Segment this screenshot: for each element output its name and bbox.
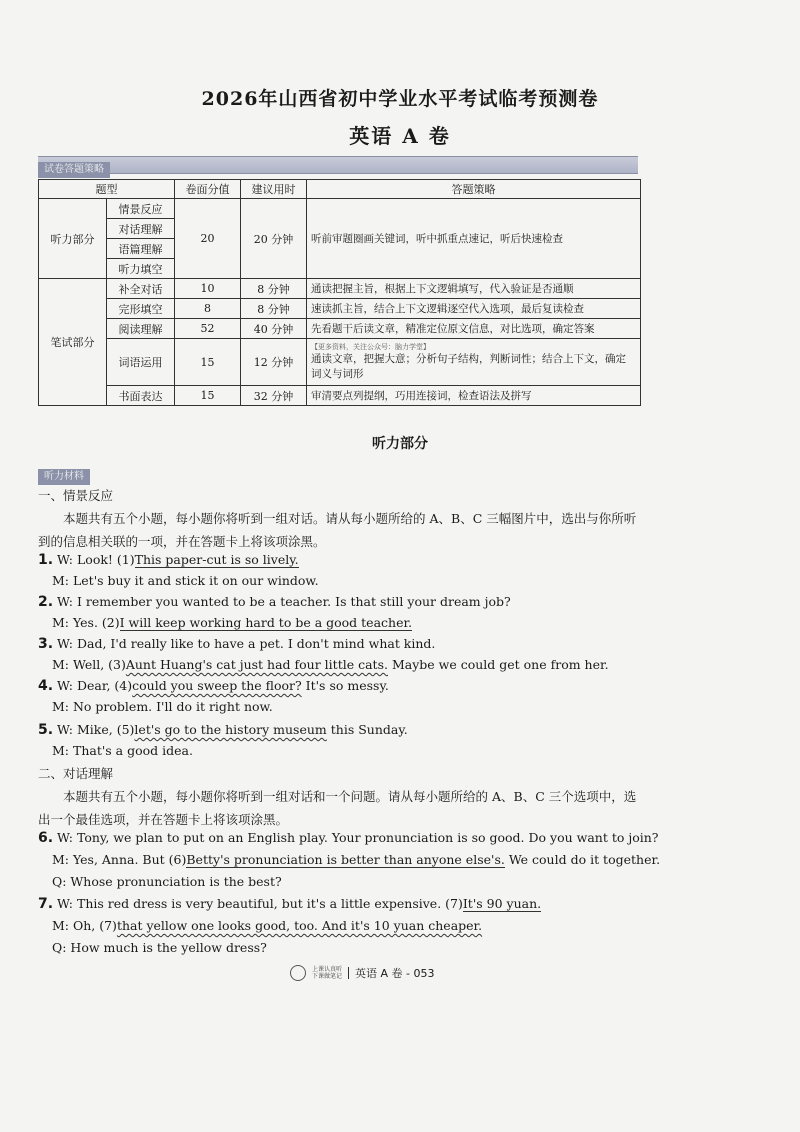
q6-line-a <box>38 828 659 848</box>
q3-line-a <box>38 634 648 654</box>
q4-key: could you sweep the floor? <box>132 678 302 693</box>
q1-line-b: M: Let's buy it and stick it on our window. <box>52 573 319 588</box>
page-label: 英语 A 卷 - 053 <box>355 967 435 980</box>
table-header: 建议用时 <box>241 180 307 199</box>
listening-banner <box>38 464 98 480</box>
publisher-logo-icon <box>290 965 306 981</box>
table-header-row <box>39 180 641 199</box>
q6-reply-rest: We could do it together. <box>504 852 661 867</box>
item-time: 8 分钟 <box>241 299 307 319</box>
table-header: 答题策略 <box>307 180 641 199</box>
q1-key: This paper-cut is so lively. <box>134 552 299 567</box>
part1-title: 一、情景反应 <box>38 488 114 503</box>
q2-line-b <box>38 613 662 633</box>
item-score: 10 <box>175 279 241 299</box>
item-name: 听力填空 <box>107 259 175 279</box>
q1-number: 1. <box>38 552 54 568</box>
q3-key: Aunt Huang's cat just had four little cats. <box>125 657 388 672</box>
q4-speaker-text: W: Dear, (4) <box>57 678 133 693</box>
q6-reply-text: M: Yes, Anna. But (6) <box>52 852 187 867</box>
q7-question: Q: How much is the yellow dress? <box>52 940 267 955</box>
table-row <box>39 386 641 406</box>
exam-subtitle: 英语 A 卷 <box>349 124 451 148</box>
q4-speaker-rest: It's so messy. <box>301 678 389 693</box>
exam-title: 2026年山西省初中学业水平考试临考预测卷 <box>201 88 599 110</box>
table-header: 卷面分值 <box>175 180 241 199</box>
q3-reply-text: M: Well, (3) <box>52 657 126 672</box>
item-strategy: 速读抓主旨，结合上下文逻辑逐空代入选项，最后复读检查 <box>307 299 641 319</box>
item-time: 12 分钟 <box>241 339 307 386</box>
group-writing: 笔试部分 <box>39 279 107 406</box>
item-strategy: 先看题干后读文章，精准定位原文信息，对比选项，确定答案 <box>307 319 641 339</box>
q6-question: Q: Whose pronunciation is the best? <box>52 874 282 889</box>
item-name: 完形填空 <box>107 299 175 319</box>
q7-line-b <box>38 916 662 936</box>
strategy-banner-label: 试卷答题策略 <box>38 162 110 178</box>
strategy-table <box>38 179 641 406</box>
item-time: 32 分钟 <box>241 386 307 406</box>
part2-instructions: 本题共有五个小题，每小题你将听到一组对话和一个问题。请从每小题所给的 A、B、C 三个选项中，选出一个最佳选项，并在答题卡上将该项涂黑。 <box>38 789 637 827</box>
item-strategy: 听前审题圈画关键词，听中抓重点速记，听后快速检查 <box>307 199 641 279</box>
item-strategy: 通读文章，把握大意；分析句子结构，判断词性；结合上下文，确定词义与词形 <box>311 353 626 380</box>
q7-number: 7. <box>38 896 54 912</box>
item-name: 对话理解 <box>107 219 175 239</box>
q6-line-b <box>38 850 662 870</box>
group-listening: 听力部分 <box>39 199 107 279</box>
q3-reply-rest: Maybe we could get one from her. <box>387 657 609 672</box>
q7-line-a <box>38 894 648 914</box>
part2-title: 二、对话理解 <box>38 766 114 781</box>
table-header: 题型 <box>39 180 175 199</box>
item-time: 8 分钟 <box>241 279 307 299</box>
item-score: 15 <box>175 339 241 386</box>
q7-key-b: that yellow one looks good, too. And it's 10 yuan cheaper. <box>116 918 483 933</box>
q2-line-a <box>38 592 648 612</box>
table-row <box>39 339 641 386</box>
item-score: 20 <box>175 199 241 279</box>
q6-speaker-text: W: Tony, we plan to put on an English play. Your pronunciation is so good. Do you want to join? <box>57 830 659 845</box>
q5-key: let's go to the history museum <box>134 722 327 737</box>
item-name: 词语运用 <box>107 339 175 386</box>
part1-instructions: 本题共有五个小题，每小题你将听到一组对话。请从每小题所给的 A、B、C 三幅图片中，选出与你所听到的信息相关联的一项，并在答题卡上将该项涂黑。 <box>38 511 637 549</box>
item-name: 语篇理解 <box>107 239 175 259</box>
q3-number: 3. <box>38 636 54 652</box>
q6-number: 6. <box>38 830 54 846</box>
q5-line-b: M: That's a good idea. <box>52 743 193 758</box>
item-strategy: 通读把握主旨，根据上下文逻辑填写，代入验证是否通顺 <box>307 279 641 299</box>
table-row <box>39 299 641 319</box>
q2-reply-text: M: Yes. (2) <box>52 615 120 630</box>
slogan-line-1: 上课认真听 <box>312 966 343 973</box>
q7-reply-text: M: Oh, (7) <box>52 918 117 933</box>
item-name: 情景反应 <box>107 199 175 219</box>
table-row <box>39 199 641 219</box>
item-time: 40 分钟 <box>241 319 307 339</box>
item-name: 阅读理解 <box>107 319 175 339</box>
item-score: 8 <box>175 299 241 319</box>
page-footer <box>290 965 435 981</box>
q5-speaker-rest: this Sunday. <box>326 722 408 737</box>
q3-speaker-text: W: Dad, I'd really like to have a pet. I don't mind what kind. <box>57 636 436 651</box>
q4-line-a <box>38 676 648 696</box>
listening-banner-label: 听力材料 <box>38 469 90 485</box>
watermark-note: 【更多资料，关注公众号：脑力学堂】 <box>311 343 430 351</box>
footer-slogan <box>312 966 342 980</box>
item-name: 补全对话 <box>107 279 175 299</box>
slogan-line-2: 下课做笔记 <box>312 973 343 980</box>
q5-number: 5. <box>38 722 54 738</box>
item-strategy: 审清要点列提纲，巧用连接词，检查语法及拼写 <box>307 386 641 406</box>
item-score: 15 <box>175 386 241 406</box>
q1-speaker-text: W: Look! (1) <box>57 552 135 567</box>
q2-key: I will keep working hard to be a good teacher. <box>119 615 413 630</box>
item-score: 52 <box>175 319 241 339</box>
item-time: 20 分钟 <box>241 199 307 279</box>
q6-key: Betty's pronunciation is better than anyone else's. <box>186 852 505 867</box>
item-name: 书面表达 <box>107 386 175 406</box>
strategy-banner <box>38 156 638 174</box>
q4-number: 4. <box>38 678 54 694</box>
q2-number: 2. <box>38 594 54 610</box>
section-title: 听力部分 <box>372 436 428 452</box>
footer-divider <box>348 967 349 979</box>
q7-key-a: It's 90 yuan. <box>462 896 542 911</box>
q4-line-b: M: No problem. I'll do it right now. <box>52 699 273 714</box>
q2-speaker-text: W: I remember you wanted to be a teacher. Is that still your dream job? <box>57 594 511 609</box>
q7-speaker-text: W: This red dress is very beautiful, but it's a little expensive. (7) <box>57 896 463 911</box>
q5-line-a <box>38 720 648 740</box>
table-row <box>39 279 641 299</box>
q1-line-a <box>38 550 648 570</box>
item-strategy-cell <box>307 339 641 386</box>
q5-speaker-text: W: Mike, (5) <box>57 722 135 737</box>
q3-line-b <box>38 655 662 675</box>
table-row <box>39 319 641 339</box>
